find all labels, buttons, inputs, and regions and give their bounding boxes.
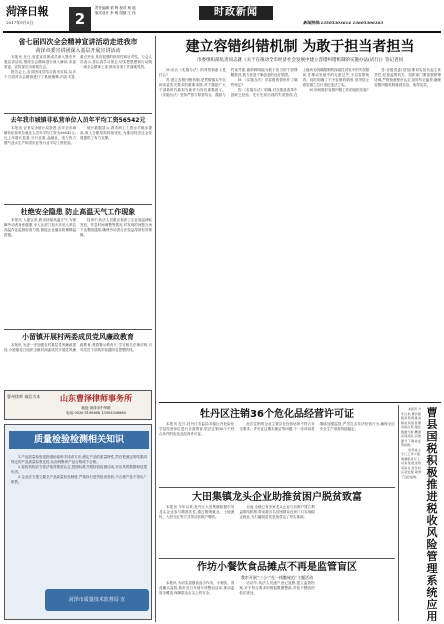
lawyer-ad xyxy=(4,390,152,420)
article-body: 本报讯 今年以来,牡丹区大田集镇积极引导龙头企业参与精准扶贫,通过吸纳就业、土地流转、入股分红等方式带动贫困户增收。 目前,全镇已有多家龙头企业与贫困户建立利益联结机制,带动数百名贫困群众在家门口实现稳定就业,为打赢脱贫攻坚战奠定了坚实基础。 xyxy=(159,505,315,519)
issue-date: 2017年9月5日 xyxy=(6,20,34,25)
headline: 小留镇开展村两委成员党风廉政教育 xyxy=(22,333,134,341)
ad-body: 1.产品质量检验是指借助某种手段或方法,测定产品的质量特性,然后把测定的结果同规定的产品质量标准比较,从而判断该产品合格或不合格。 2.检验机构应当依法取得资质认定,按照标准开展检验检测活动,对出具的数据和结果负责。 3.企业应当建立健全产品质量检验制度,严格执行进货检查验收,不合格产品不得出厂销售。 xyxy=(11,455,147,484)
subheadline: 我市开展“三小”“在一线勤规范”主题活动 xyxy=(240,575,314,580)
divider xyxy=(159,402,441,403)
article-meeting xyxy=(4,37,152,111)
article-party xyxy=(4,332,152,388)
article-poverty xyxy=(159,490,395,556)
article-tax xyxy=(401,407,441,621)
ad-tag: 曹州律师 诚信为本 xyxy=(7,394,41,399)
headline: 大田集镇龙头企业助推贫困户脱贫致富 xyxy=(192,492,362,503)
quality-ad xyxy=(4,424,152,620)
headline: 杜绝安全隐患 防止高温天气工作现象 xyxy=(20,208,136,216)
column-rule xyxy=(398,405,399,621)
news-hotline: 新闻热线:13505303614 13605306163 xyxy=(303,20,384,25)
article-body: 本报讯 记者从市统计局获悉,去年全市城镇非私营单位就业人员年平均工资为56542元,比上年增长显著,分行业看,金融业、电力热力燃气及水生产和供应业等行业平均工资较高。 统计数据显示,我市职工工资水平稳步提高,收入分配结构持续优化,为推动经济社会发展提供了有力支撑。 xyxy=(4,126,152,145)
editor-info: 责任编辑 梁 辉 校对 杨 旭 版式设计 李 明 组版 王 伟 xyxy=(95,6,136,15)
article-fault-tolerance xyxy=(159,37,441,401)
page-number: 2 xyxy=(69,7,91,31)
article-body: 本报讯 近日,牡丹区安监局对辖区内危险化学品经营单位进行全面排查,依法注销36个不符合条件的危化品经营许可证。 此次注销的企业主要存在经营场所不符合安全要求、许可证过期未换证等问题,下一步该局将继续加强监管,严厉打击非法经营行为,确保全区安全生产形势持续稳定。 xyxy=(159,422,395,436)
ad-contact: 地址:菏泽市中华路 电话:0530-5198888 13905306888 xyxy=(66,406,126,415)
article-body: 本报讯 为进一步加强农村基层党风廉政建设,小留镇近日组织全镇村两委成员开展党风廉政教育,观看警示教育片,学习相关法律法规,引导党员干部筑牢拒腐防变思想防线。 xyxy=(4,343,152,352)
article-hazmat xyxy=(159,407,395,485)
article-body: 本报讯 近日,省委宣讲团成员深入我市开展宣讲活动,围绕全会精神进行深入解读,市委常委、宣传部长出席报告会。 报告会上,宣讲团成员结合我市实际,从多个方面对全会精神进行了系统阐释,内容丰富,重点突出,具有很强的指导性和针对性。与会人员表示,将认真学习领会,切实把思想和行动统一到全会精神上来,推动各项工作落地见效。 xyxy=(4,55,152,79)
headline: 作坊小餐饮食品摊点不再是监管盲区 xyxy=(197,562,357,573)
article-body: 本报讯 入夏以来,我市持续高温天气,为保障劳动者身体健康,市人社部门加大对用人单位高温作业监督检查力度,督促企业落实防暑降温措施。 检查中,执法人员重点查看了企业高温津贴发放、作息时间调整等情况,对发现的问题当场下达整改通知,确保劳动者合法权益得到有效保障。 xyxy=(4,218,152,237)
headline: 去年我市城镇非私营单位人员年平均工资56542元 xyxy=(10,117,146,124)
divider xyxy=(159,487,395,488)
column-rule xyxy=(155,36,156,622)
subheadline: 菏泽市委宣讲团深入基层开展宣讲活动 xyxy=(35,48,121,54)
section-title: 时政新闻 xyxy=(199,6,273,20)
article-wage xyxy=(4,116,152,202)
ad-footer: 菏泽市质量技术监督局 宣 xyxy=(45,589,149,611)
article-heat xyxy=(4,207,152,327)
vertical-headline: 曹县国税积极推进税收风险管理系统应用 xyxy=(426,407,438,621)
article-body: 本报讯 为切实加强食品小作坊、小餐饮、食品摊点监管,我市近日开展专项整治活动,推动监管全覆盖,保障群众舌尖上的安全。 活动中,执法人员逐户登记造册,建立监管档案,对不符合要求的督促限期整改,对拒不整改的依法查处。 xyxy=(159,581,315,595)
divider xyxy=(4,113,152,114)
headline: 省七届四次全会精神宣讲活动走进我市 xyxy=(18,38,138,46)
article-body: 本报讯 今年以来,曹县国税局积极推进税收风险管理系统应用,强化数据分析,精准识别风险,有效提升了税收征管质效。 该局成立专门工作小组,明确职责分工,对系统推送的风险任务及时应对处理,取得了良好成效。 xyxy=(401,407,421,479)
subheadline: 市委组织部负责同志就《关于在推动全市经济社会发展中建立容错纠错机制的实施办法(试行)》答记者问 xyxy=(196,58,403,63)
divider xyxy=(4,204,152,205)
headline: 建立容错纠错机制 为敢于担当者担当 xyxy=(185,39,415,55)
divider xyxy=(4,329,152,330)
header-rule xyxy=(3,31,441,33)
headline: 牡丹区注销36个危化品经营许可证 xyxy=(200,409,354,420)
newspaper-logo: 菏泽日報 xyxy=(6,5,48,18)
article-food xyxy=(159,561,395,621)
masthead xyxy=(3,3,441,33)
article-body: 问:出台《实施办法》的背景和意义是什么? 答:建立容错纠错机制,是贯彻落实中央和省委有关要求的重要举措,对于激励广大干部新时代新担当新作为具有重要意义。《实施办法》坚持严管与厚爱结合、激励与约束并重,旗帜鲜明地为敢于担当的干部撑腰鼓劲,着力营造干事创业的良好氛围。 问:《实施办法》对容错的情形作了哪些规定? 答:《实施办法》明确,对在推进改革中因缺乏经验、先行先试出现的失误错误,在上级尚无明确限制的探索性试验中的失误错误,在推动发展中的无意过失,予以容错免责。同时明确了不予容错的情形,坚决防止借容错之名行违纪违法之实。 问:如何做好容错纠错工作的组织实施? 答:各级党委(党组)要切实担负起主体责任,纪检监察机关、组织部门要加强统筹协调,严格按照程序认定,及时纠正偏差,确保容错纠错机制落到实处、取得实效。 xyxy=(159,68,441,97)
ad-title: 质量检验检测相关知识 xyxy=(9,431,149,449)
ad-title: 山东曹泽律师事务所 xyxy=(60,394,132,403)
divider xyxy=(159,558,395,559)
